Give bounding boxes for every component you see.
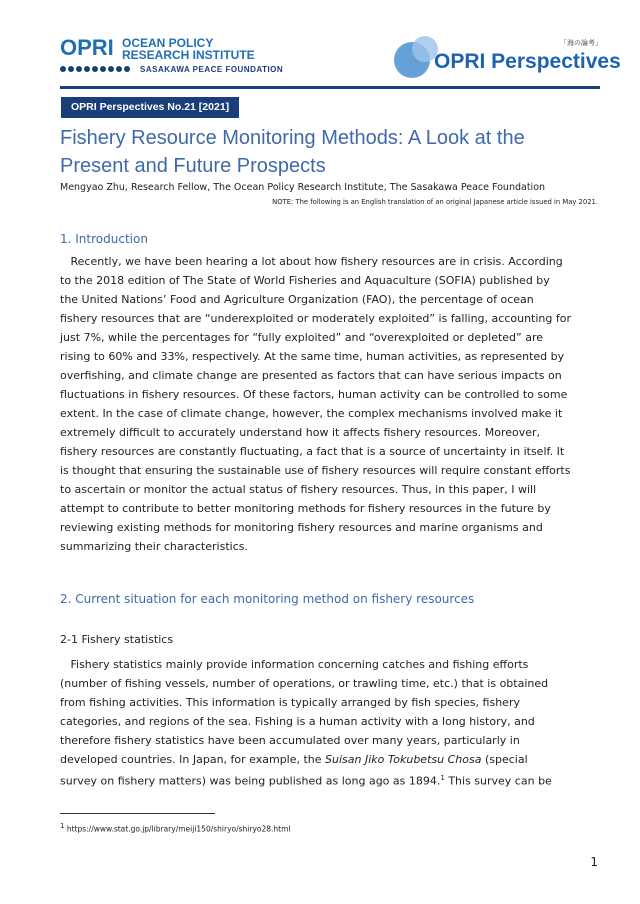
header-divider — [60, 86, 600, 89]
text-line: the United Nations’ Food and Agriculture Organization (FAO), the percentage of ocean — [60, 293, 534, 306]
text-line: rising to 60% and 33%, respectively. At the same time, human activities, as represented by — [60, 350, 565, 363]
footnote-link[interactable]: https://www.stat.go.jp/library/meiji150/shiryo/shiryo28.html — [64, 824, 291, 834]
text-line: Fishery statistics mainly provide information concerning catches and fishing efforts — [60, 658, 529, 671]
italic-title: Suisan Jiko Tokubetsu Chosa — [325, 753, 482, 766]
text-fragment: survey on fishery matters) was being published as long ago as 1894. — [60, 774, 441, 788]
text-line — [60, 769, 600, 791]
logo-dots — [60, 64, 130, 74]
text-line: from fishing activities. This information is typically arranged by fish species, fishery — [60, 696, 520, 709]
text-line: to the 2018 edition of The State of World Fisheries and Aquaculture (SOFIA) published by — [60, 274, 550, 287]
title-line-1: Fishery Resource Monitoring Methods: A Look at the — [60, 127, 525, 149]
issue-badge: OPRI Perspectives No.21 [2021] — [61, 97, 239, 118]
text-line: fluctuations in fishery resources. Of these factors, human activity can be controlled to some — [60, 388, 568, 401]
perspectives-logo — [394, 36, 621, 80]
text-line — [60, 750, 600, 769]
perspectives-jp: 「海の論考」 — [560, 39, 602, 47]
text-fragment: (special — [481, 753, 528, 766]
page-title — [60, 124, 600, 180]
title-line-2: Present and Future Prospects — [60, 155, 326, 177]
footnote-ref[interactable]: 1 — [440, 774, 445, 782]
text-line: categories, and regions of the sea. Fishing is a human activity with a long history, and — [60, 715, 535, 728]
text-line: fishery resources that are “underexploited or moderately exploited” is falling, accounting for — [60, 312, 571, 325]
page-number: 1 — [590, 855, 598, 869]
text-line: extent. In the case of climate change, however, the complex mechanisms involved make it — [60, 407, 563, 420]
translation-note: NOTE: The following is an English translation of an original Japanese article issued in May 2021. — [272, 198, 598, 206]
opri-logo — [60, 36, 300, 76]
text-line: just 7%, while the percentages for “fully exploited” and “overexploited or depleted” are — [60, 331, 544, 344]
foundation-name: SASAKAWA PEACE FOUNDATION — [140, 65, 284, 74]
text-line: fishery resources are constantly fluctuating, a fact that is a source of uncertainty in itself. It — [60, 445, 565, 458]
author-line: Mengyao Zhu, Research Fellow, The Ocean Policy Research Institute, The Sasakawa Peace Foundation — [60, 182, 546, 193]
org-name-line1: OCEAN POLICY — [122, 36, 214, 50]
text-fragment: This survey can be — [444, 774, 552, 788]
text-line: attempt to contribute to better monitoring methods for fishery resources in the future by — [60, 502, 551, 515]
text-line: extremely difficult to accurately understand how it affects fishery resources. Moreover, — [60, 426, 541, 439]
section-heading-monitoring: 2. Current situation for each monitoring method on fishery resources — [60, 592, 475, 606]
text-line: reviewing existing methods for monitoring fishery resources and marine organisms and — [60, 521, 543, 534]
footnote-divider — [60, 813, 215, 814]
text-line: is thought that ensuring the sustainable use of fishery resources will require constant efforts — [60, 464, 571, 477]
section-heading-introduction: 1. Introduction — [60, 232, 148, 246]
text-line: (number of fishing vessels, number of operations, or trawling time, etc.) that is obtained — [60, 677, 549, 690]
fishery-statistics-paragraph — [60, 655, 600, 791]
org-name — [122, 37, 255, 61]
org-name-line2: RESEARCH INSTITUTE — [122, 48, 255, 62]
text-line: therefore fishery statistics have been accumulated over many years, particularly in — [60, 734, 520, 747]
perspectives-title: OPRI Perspectives — [434, 50, 621, 73]
introduction-paragraph — [60, 252, 600, 556]
text-line: overfishing, and climate change are presented as factors that can have serious impacts on — [60, 369, 562, 382]
opri-mark: OPRI — [60, 35, 114, 60]
text-line: summarizing their characteristics. — [60, 540, 248, 553]
subsection-heading-fishery-statistics: 2-1 Fishery statistics — [60, 633, 174, 646]
text-line: to ascertain or monitor the actual status of fishery resources. Thus, in this paper, I will — [60, 483, 537, 496]
text-fragment: developed countries. In Japan, for example, the — [60, 753, 326, 766]
footnote — [60, 822, 291, 834]
footnote-marker: 1 — [60, 822, 65, 830]
text-line: Recently, we have been hearing a lot about how fishery resources are in crisis. According — [60, 255, 563, 268]
